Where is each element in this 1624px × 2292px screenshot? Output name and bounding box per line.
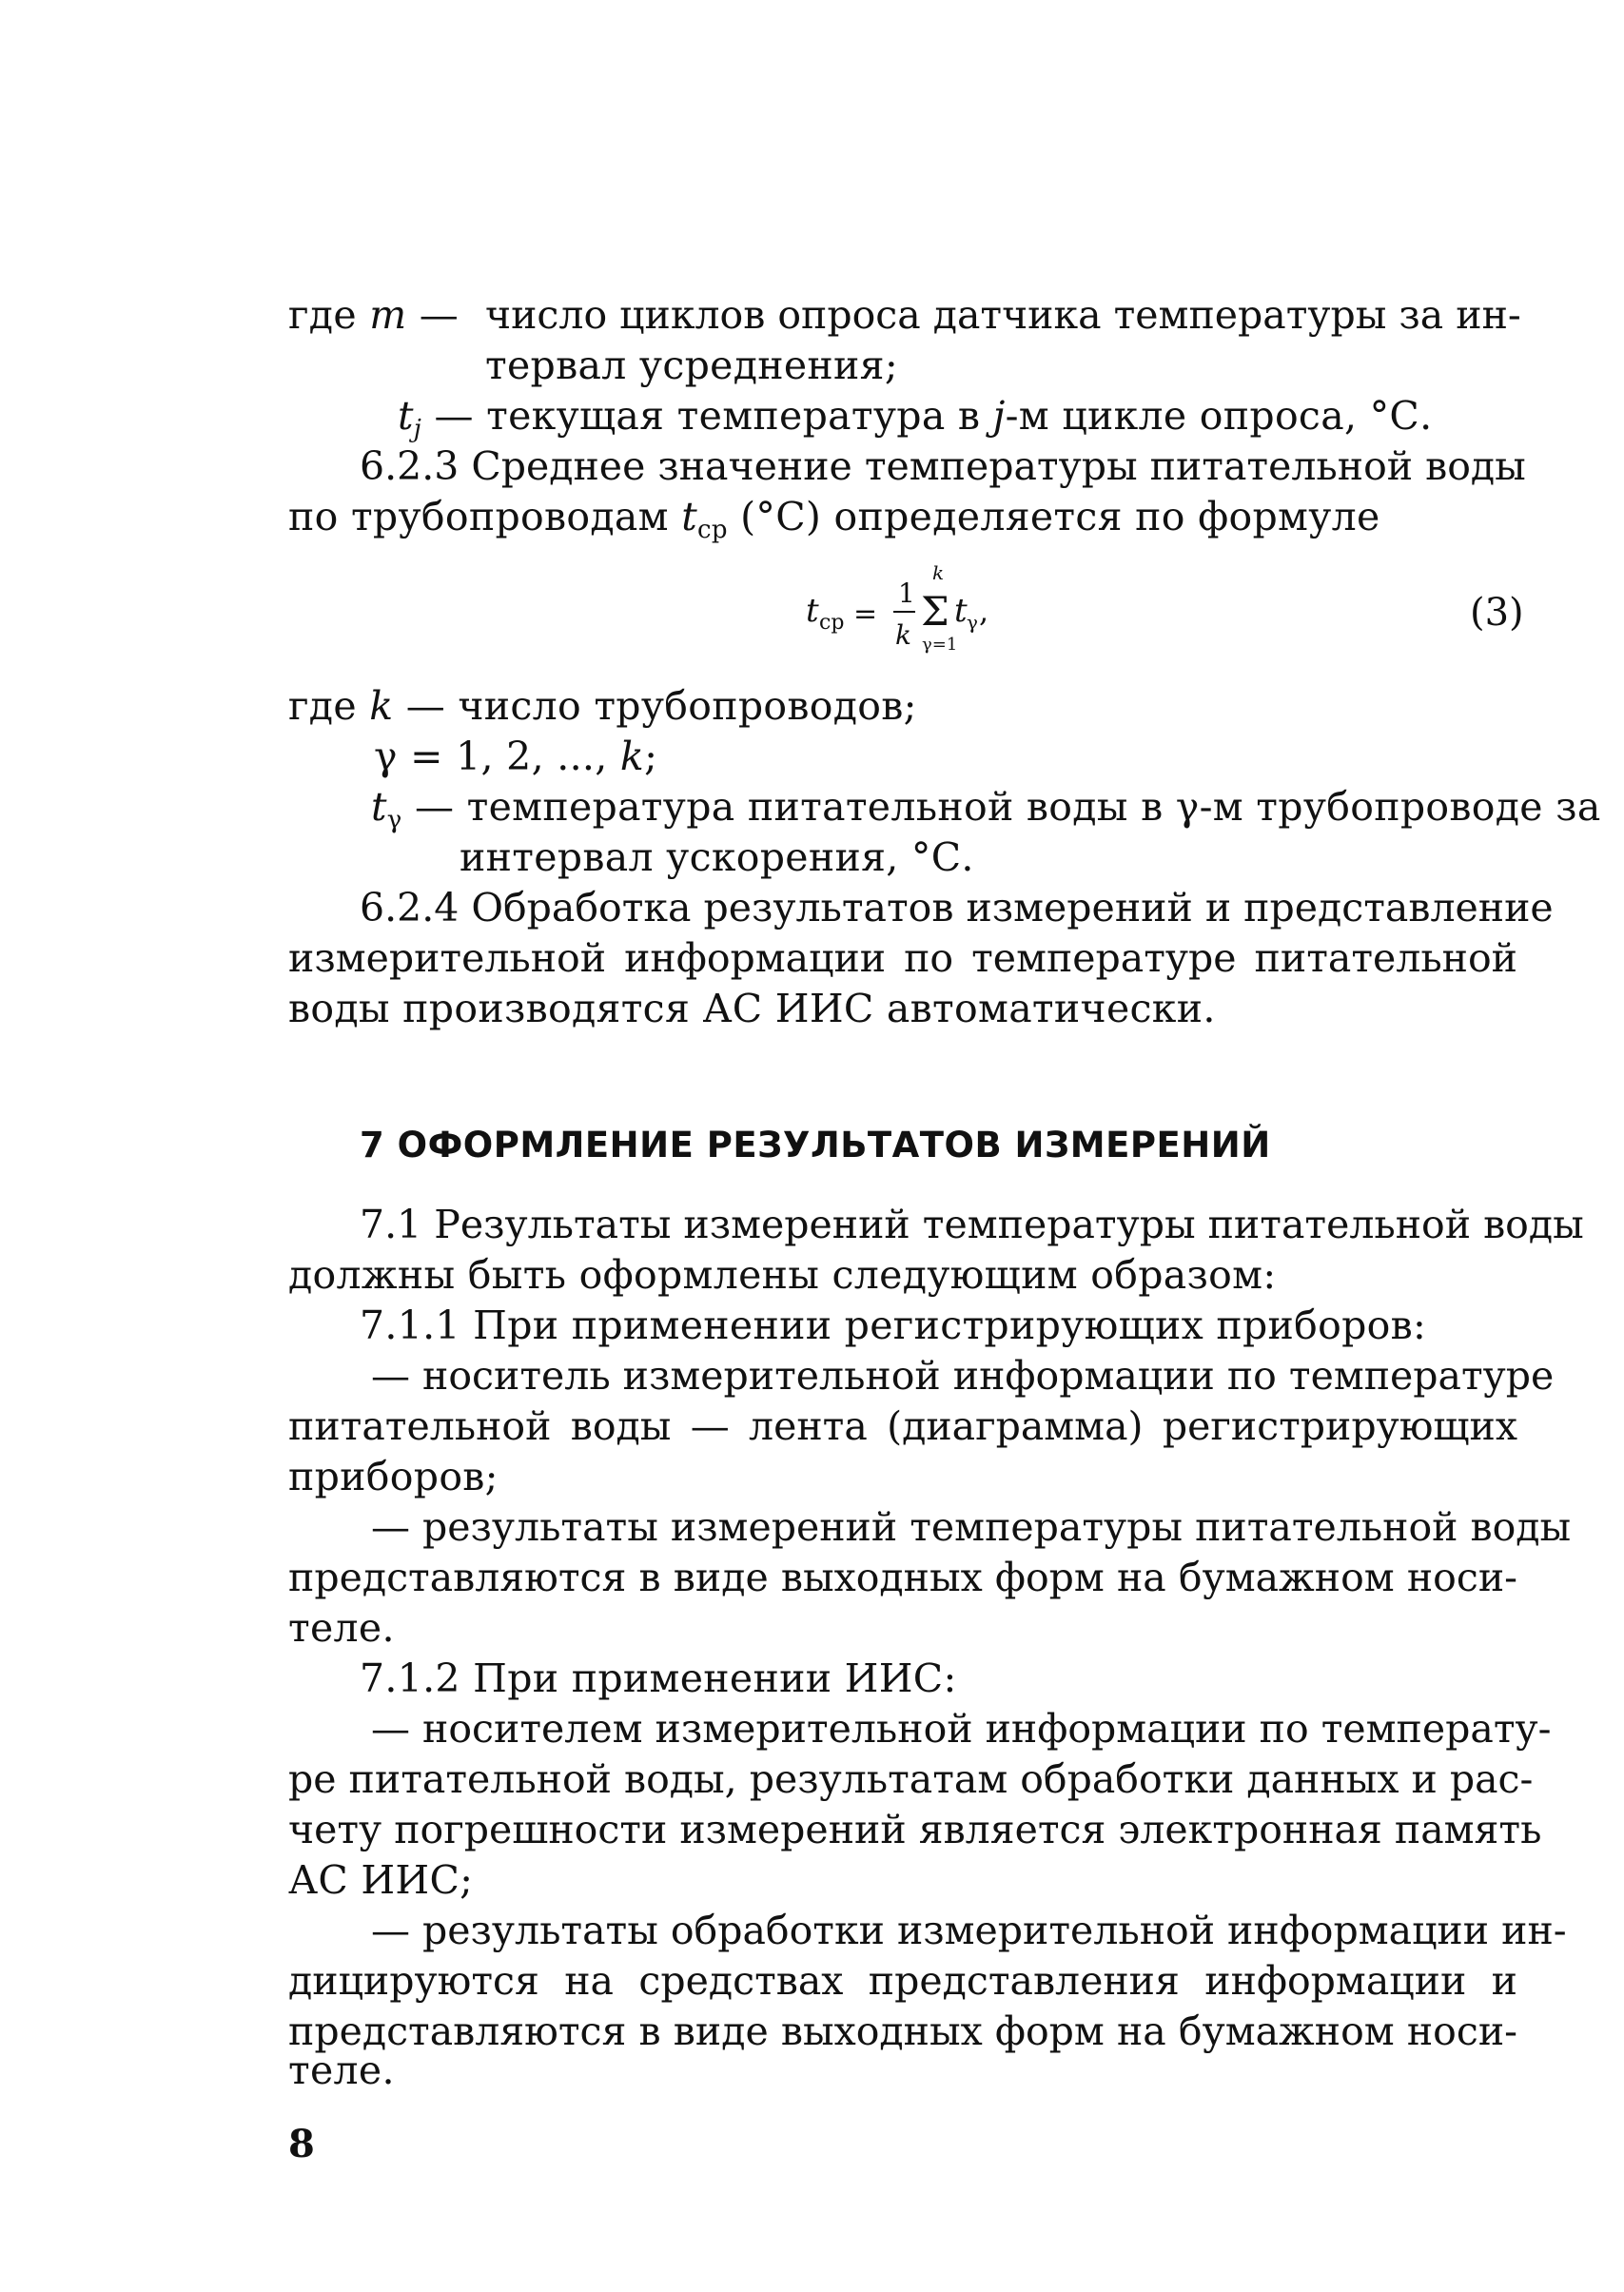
section-7-heading: 7 ОФОРМЛЕНИЕ РЕЗУЛЬТАТОВ ИЗМЕРЕНИЙ	[360, 1125, 1271, 1166]
where-tg-line2: интервал ускорения, °С.	[460, 834, 974, 880]
para-711-bullet1-line1: — носитель измерительной информации по температуре	[371, 1353, 1555, 1399]
para-623-text-a: по трубопроводам	[288, 494, 682, 539]
gamma-def-line	[374, 732, 657, 781]
formula-sum-symbol: Σ	[921, 588, 949, 635]
where-k-text: — число трубопроводов;	[393, 683, 917, 729]
var-k: k	[369, 683, 394, 729]
var-m: m	[369, 292, 407, 338]
para-623-line2	[288, 492, 1380, 544]
var-t: t	[398, 393, 414, 439]
para-712-bullet1-line3: чету погрешности измерений является электронная память	[288, 1807, 1542, 1852]
formula-term-var: t	[954, 592, 968, 630]
para-624-line3: воды производятся АС ИИС автоматически.	[288, 986, 1216, 1031]
para-711-bullet2-line3: теле.	[288, 1605, 395, 1651]
sub-j: j	[413, 415, 422, 443]
para-712-bullet1-line4: АС ИИС;	[288, 1857, 474, 1903]
where-m-line1	[288, 290, 459, 340]
gamma-def-text: = 1, 2, ...,	[397, 734, 620, 779]
para-711-bullet2-line1: — результаты измерений температуры питательной воды	[371, 1504, 1572, 1550]
para-712-bullet1-line2: ре питательной воды, результатам обработки данных и рас-	[288, 1756, 1534, 1802]
page-number: 8	[288, 2122, 315, 2166]
formula-comma: ,	[979, 593, 989, 629]
where-tj-text-a: — текущая температура в	[421, 393, 993, 439]
para-624-line2: измерительной информации по температуре питательной	[288, 935, 1517, 981]
para-71-line1: 7.1 Результаты измерений температуры питательной воды	[360, 1202, 1584, 1247]
para-711-line1: 7.1.1 При применении регистрирующих приборов:	[360, 1303, 1427, 1348]
para-712-bullet2-line1: — результаты обработки измерительной информации ин-	[371, 1908, 1567, 1953]
para-711-bullet1-line3: приборов;	[288, 1454, 499, 1499]
formula-numerator: 1	[898, 578, 915, 609]
var-gamma-2: γ	[1175, 784, 1200, 830]
para-711-bullet2-line2: представляются в виде выходных форм на бумажном носи-	[288, 1555, 1517, 1600]
where-tg-text-a: — температура питательной воды в	[401, 784, 1176, 830]
where-m-text-line1: число циклов опроса датчика температуры за ин-	[485, 292, 1521, 338]
para-712-bullet2-line3: представляются в виде выходных форм на бумажном носи-	[288, 2008, 1517, 2054]
var-t-2: t	[371, 784, 387, 830]
where-prefix: где	[288, 292, 357, 338]
para-712-bullet1-line1: — носителем измерительной информации по температу-	[371, 1706, 1552, 1752]
formula-denominator: k	[895, 619, 911, 651]
where-tg-text-b: -м трубопроводе за	[1199, 784, 1601, 830]
gamma-def-end: ;	[644, 734, 658, 779]
var-j: j	[992, 393, 1006, 439]
para-711-bullet1-line2: питательной воды — лента (диаграмма) регистрирующих	[288, 1403, 1517, 1449]
where-k-line	[288, 681, 917, 731]
para-624-line1: 6.2.4 Обработка результатов измерений и представление	[360, 885, 1554, 931]
formula-lhs-sub: ср	[819, 611, 845, 635]
para-712-bullet2-line2: дицируются на средствах представления информации и	[288, 1958, 1517, 2004]
where-prefix-2: где	[288, 683, 357, 729]
para-71-line2: должны быть оформлены следующим образом:	[288, 1252, 1277, 1298]
para-712-bullet2-line4: теле.	[288, 2047, 395, 2093]
sub-gamma: γ	[386, 806, 402, 834]
formula-3	[804, 557, 1032, 661]
var-k-2: k	[619, 734, 645, 779]
where-tj-line	[398, 391, 1432, 441]
formula-lhs-var: t	[806, 592, 819, 630]
dash: —	[419, 292, 460, 338]
formula-term-sub: γ	[967, 611, 978, 634]
sub-cp: ср	[696, 516, 728, 544]
where-m-text-line2: тервал усреднения;	[485, 343, 898, 388]
equation-number: (3)	[1470, 591, 1524, 635]
para-623-line1: 6.2.3 Среднее значение температуры питательной воды	[360, 443, 1526, 489]
var-gamma: γ	[374, 734, 398, 779]
where-tg-line1	[371, 782, 1601, 832]
para-712-line1: 7.1.2 При применении ИИС:	[360, 1655, 957, 1701]
formula-svg	[804, 557, 1032, 661]
formula-equals: =	[853, 597, 878, 631]
formula-sum-bottom: γ=1	[922, 635, 958, 655]
formula-sum-top: k	[932, 561, 945, 584]
where-tj-text-b: -м цикле опроса, °С.	[1005, 393, 1433, 439]
var-t-cp: t	[681, 494, 697, 539]
para-623-text-b: (°С) определяется по формуле	[727, 494, 1380, 539]
